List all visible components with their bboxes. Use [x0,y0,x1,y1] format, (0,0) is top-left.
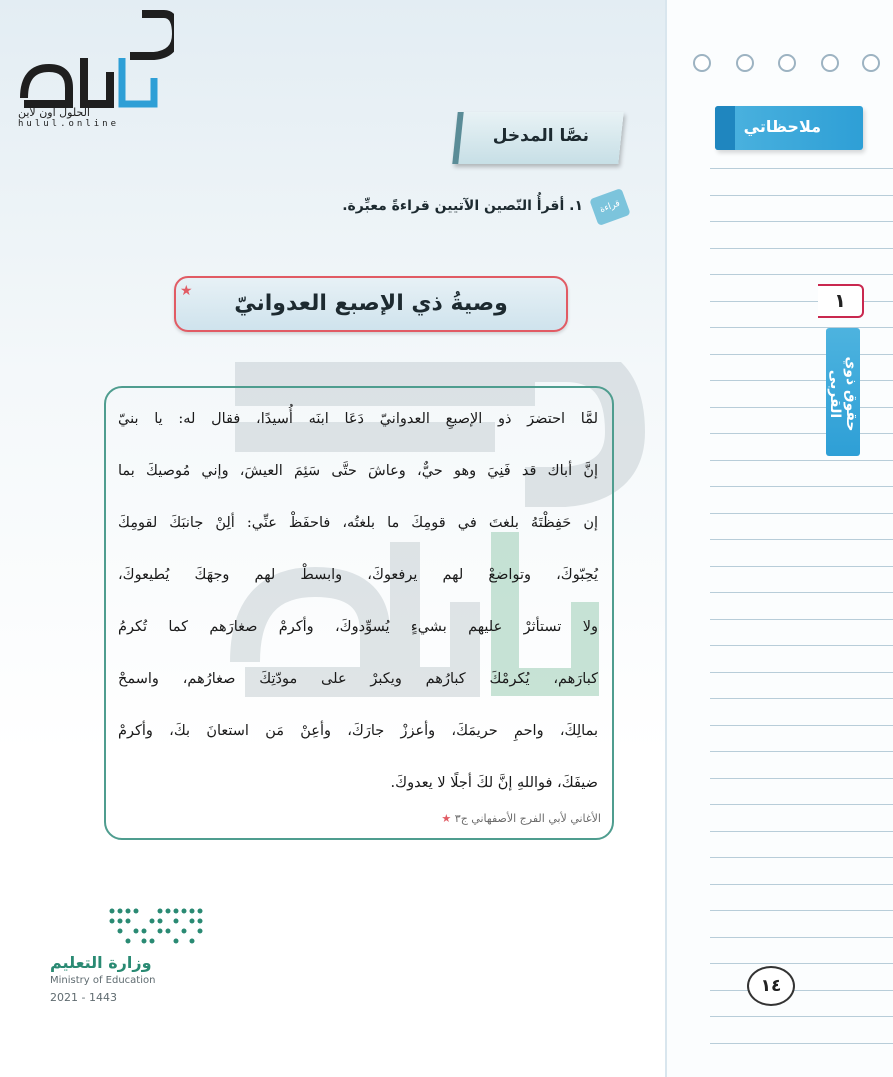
passage-title-box [174,276,568,332]
notes-rule-line [710,884,893,885]
notes-rule-line [710,433,893,434]
page-number: ١٤ [747,966,795,1006]
notes-rule-line [710,221,893,222]
notes-rule-line [710,513,893,514]
notes-rule-line [710,248,893,249]
notes-rule-line [710,910,893,911]
notes-rule-line [710,168,893,169]
notes-rule-line [710,592,893,593]
ministry-english: Ministry of Education [50,975,156,986]
notes-rule-line [710,963,893,964]
notes-rule-line [710,301,893,302]
notes-rule-line [710,486,893,487]
logo-arabic: الحلول اون لاين [18,106,90,119]
section-label-text: نصَّا المدخل [492,126,589,146]
binder-ring [693,54,711,72]
notes-rule-line [710,645,893,646]
passage-line: ولا تستأثرْ عليهم بشيءٍ يُسوِّدوكَ، وأكرمْ صغارَهم كما تُكرمُ [118,619,598,635]
notes-rule-line [710,274,893,275]
source-star-icon: ★ [441,812,452,825]
passage-line: لمَّا احتضرَ ذو الإصبعِ العدوانيّ دَعَا ابنَه أُسيدًا، فقال له: يا بنيّ [118,411,598,427]
notes-rule-line [710,566,893,567]
notes-tab [715,106,863,150]
logo-mark-icon [14,8,174,128]
source-text: الأغاني لأبي الفرج الأصفهاني ج٣ [454,812,601,825]
passage-line: ضيفَكَ، فواللهِ إنَّ لكَ أجلًا لا يعدوكَ. [390,775,598,791]
logo-latin: hulul.online [18,119,120,128]
notes-rule-line [710,725,893,726]
passage-frame [104,386,614,840]
unit-title-tab [826,328,860,456]
ministry-year: 2021 - 1443 [50,991,117,1004]
notes-rule-line [710,407,893,408]
notes-rule-line [710,380,893,381]
notes-label: ملاحظاتي [743,117,821,136]
binder-ring [862,54,880,72]
passage-line: يُحِبّوكَ، وتواضعْ لهم يرفعوكَ، وابسطْ لهم وجهَكَ يُطيعوكَ، [118,567,598,583]
passage-source [441,812,601,825]
notes-rule-line [710,354,893,355]
notes-rule-line [710,751,893,752]
instruction-text: ١. أقرأُ النّصين الآتيين قراءةً معبِّرة. [342,198,583,214]
binder-ring [821,54,839,72]
notes-rule-line [710,937,893,938]
star-icon: ★ [180,283,193,299]
binder-ring [778,54,796,72]
section-label [455,112,615,172]
passage-line: بمالِكَ، واحمِ حريمَكَ، وأعززْ جارَكَ، وأعِنْ مَن استعانَ بكَ، وأكرمْ [118,723,598,739]
notes-rule-line [710,460,893,461]
passage-title: وصيةُ ذي الإصبع العدوانيّ [234,291,508,316]
notes-rule-line [710,1043,893,1044]
passage-line: إنَّ أباك قد فَنِيَ وهو حيٌّ، وعاشَ حتَّى سَئِمَ العيشَ، وإني مُوصيكَ بما [118,463,598,479]
unit-title: حقوق ذوي القربى [827,356,859,432]
notes-rule-line [710,672,893,673]
site-logo [14,8,174,128]
notes-rule-line [710,990,893,991]
reading-icon: قراءة [589,188,631,226]
notes-rule-line [710,698,893,699]
ministry-dots-icon [106,905,206,945]
notes-rule-line [710,619,893,620]
notes-rule-line [710,778,893,779]
notes-rule-line [710,195,893,196]
passage-line: كبارَهم، يُكرمْكَ كبارُهم ويكبرْ على مودّتِكَ صغارُهم، واسمحْ [118,671,598,687]
notes-rule-line [710,857,893,858]
notes-rule-line [710,327,893,328]
notes-rule-line [710,831,893,832]
unit-number: ١ [818,284,864,318]
notes-rule-line [710,539,893,540]
ministry-logo [50,905,210,1005]
notes-rule-line [710,1016,893,1017]
passage-line: إن حَفِظْتَهُ بلغتَ في قومِكَ ما بلغتُه، فاحفَظْ عنِّي: ألِنْ جانبَكَ لقومِكَ [118,515,598,531]
binder-ring [736,54,754,72]
notes-rule-line [710,804,893,805]
ministry-arabic: وزارة التعليم [50,953,152,972]
